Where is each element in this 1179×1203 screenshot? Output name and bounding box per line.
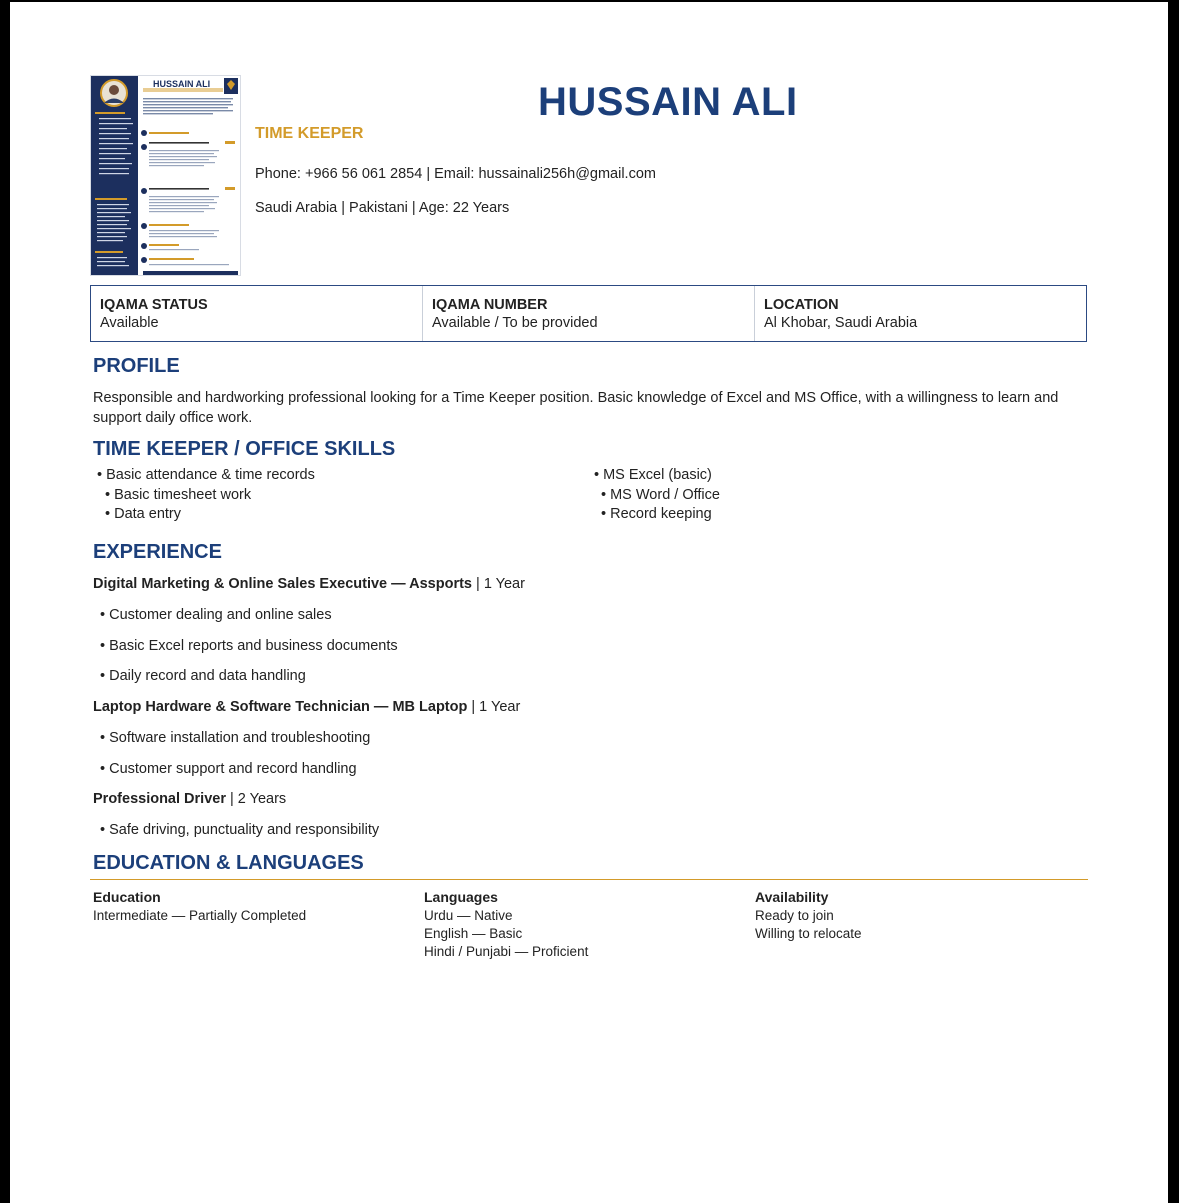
education-heading: EDUCATION & LANGUAGES [93,852,364,874]
language-line: Hindi / Punjabi — Proficient [424,944,589,959]
languages-column [424,907,588,961]
skill-item: • MS Excel (basic) [594,467,712,483]
job-title: Digital Marketing & Online Sales Executive — Assports [93,576,472,592]
job-bullet: • Software installation and troubleshooting [100,730,371,746]
job-title: Laptop Hardware & Software Technician — MB Laptop [93,699,468,715]
section-divider [90,879,1088,880]
languages-title: Languages [424,889,498,905]
skill-item: • Record keeping [601,506,712,522]
job-role: TIME KEEPER [255,125,364,142]
job-duration: | 1 Year [467,699,521,715]
thumbnail-name: HUSSAIN ALI [153,79,211,89]
skill-item: • Basic timesheet work [105,487,252,503]
experience-heading: EXPERIENCE [93,541,222,563]
profile-heading: PROFILE [93,355,180,377]
job-bullet: • Daily record and data handling [100,668,306,684]
contact-line: Phone: +966 56 061 2854 | Email: hussainali256h@gmail.com [255,166,656,182]
job-title-line [93,576,525,592]
availability-title: Availability [755,889,829,905]
info-label: IQAMA NUMBER [432,297,548,313]
job-duration: | 2 Years [225,791,287,807]
education-column [93,907,306,925]
job-title-line [93,699,520,715]
info-cell-iqama-status [91,286,422,341]
language-line: Urdu — Native [424,908,513,923]
language-line: English — Basic [424,926,523,941]
job-title: Professional Driver [93,791,226,807]
job-bullet: • Customer dealing and online sales [100,607,332,623]
job-bullet: • Basic Excel reports and business documents [100,638,398,654]
resume-page [10,2,1168,1203]
resume-thumbnail-image [90,75,241,276]
skill-item: • MS Word / Office [601,487,720,503]
availability-column [755,907,862,943]
info-value: Available [100,315,159,331]
skill-item: • Basic attendance & time records [97,467,315,483]
info-label: IQAMA STATUS [100,297,208,313]
job-bullet: • Safe driving, punctuality and responsibility [100,822,380,838]
job-bullet: • Customer support and record handling [100,761,357,777]
resume-thumbnail-graphic [91,76,240,275]
availability-line: Willing to relocate [755,926,862,941]
info-value: Available / To be provided [432,315,598,331]
skill-item: • Data entry [105,506,181,522]
info-value: Al Khobar, Saudi Arabia [764,315,918,331]
iqama-info-box [90,285,1087,342]
profile-text: Responsible and hardworking professional looking for a Time Keeper position. Basic knowledge of Excel and MS Office, with a willingness to learn and support daily office work. [93,390,1059,426]
info-label: LOCATION [764,297,839,313]
job-title-line [93,791,286,807]
details-line: Saudi Arabia | Pakistani | Age: 22 Years [255,200,510,216]
education-line: Intermediate — Partially Completed [93,908,307,923]
info-cell-iqama-number [422,286,754,341]
availability-line: Ready to join [755,908,834,923]
candidate-name: HUSSAIN ALI [538,80,798,124]
job-duration: | 1 Year [472,576,525,592]
info-cell-location [754,286,1086,341]
skills-heading: TIME KEEPER / OFFICE SKILLS [93,438,396,460]
education-title: Education [93,889,161,905]
